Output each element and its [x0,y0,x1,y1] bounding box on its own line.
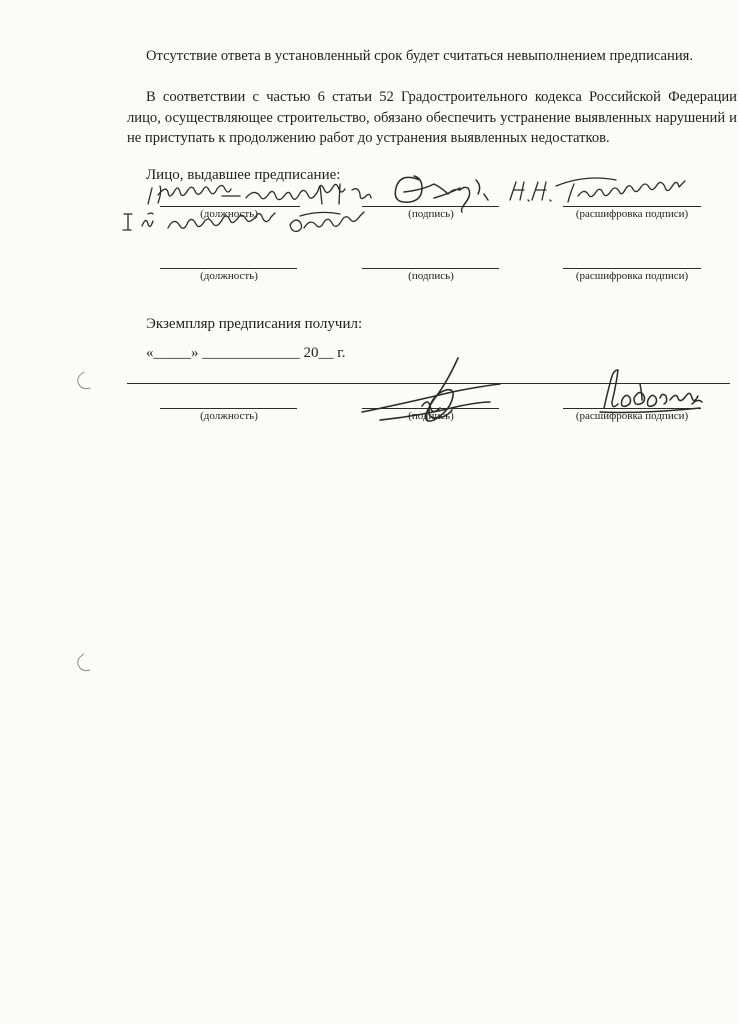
recipient-position-caption: (должность) [200,410,258,422]
row2-signature-caption: (подпись) [408,270,454,282]
handwritten-recipient-name [600,370,702,413]
paragraph-legal-obligation: В соответствии с частью 6 статьи 52 Градостроительного кодекса Российской Федерации лицо, осуществляющее строительство, обязано обеспечить устранение выявленных нарушений и не приступать к продолжению работ до устранения выявленных недостатков. [127,89,737,146]
handwritten-position [123,184,371,231]
issuer-position-caption: (должность) [200,208,258,220]
recipient-heading: Экземпляр предписания получил: [146,316,363,332]
recipient-signature-caption: (подпись) [408,410,454,422]
receipt-date-line: «_____» _____________ 20__ г. [146,345,346,361]
recipient-name-caption: (расшифровка подписи) [575,410,689,422]
paragraph-no-response: Отсутствие ответа в установленный срок будет считаться невыполнением предписания. [146,48,694,64]
issuer-heading: Лицо, выдавшее предписание: [146,167,341,183]
row2-position-caption: (должность) [200,270,258,282]
recipient-signature [362,358,500,421]
handwritten-issuer-name [510,178,685,202]
row2-name-caption: (расшифровка подписи) [575,270,689,282]
issuer-signature [395,176,488,212]
scan-artifacts [78,372,90,671]
issuer-signature-caption: (подпись) [408,208,454,220]
issuer-name-caption: (расшифровка подписи) [575,208,689,220]
